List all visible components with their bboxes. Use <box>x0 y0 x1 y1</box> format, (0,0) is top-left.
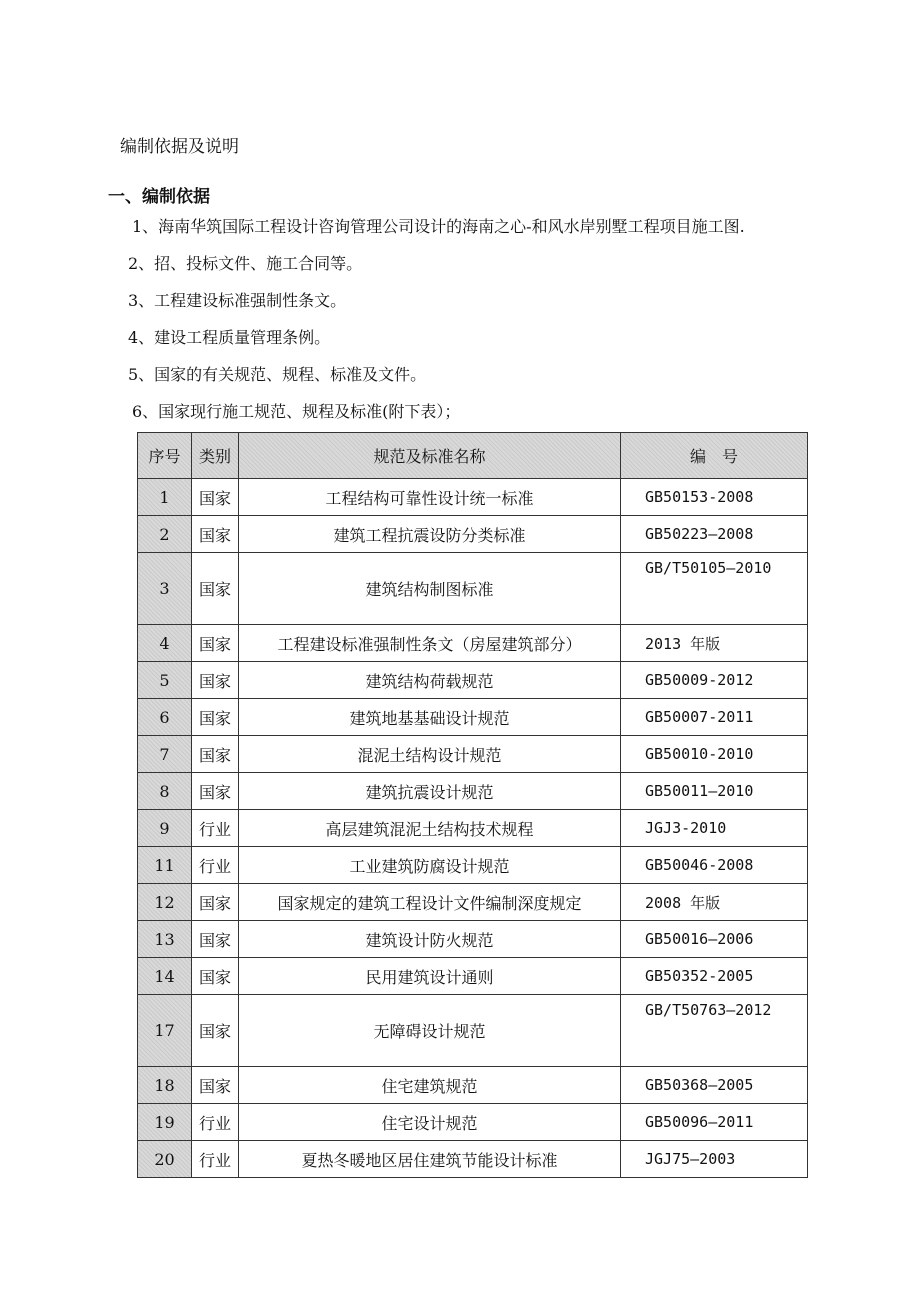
row-code: 2013 年版 <box>621 625 808 662</box>
table-row <box>138 995 808 1067</box>
table-header-row <box>138 433 808 479</box>
table-row <box>138 1104 808 1141</box>
row-code: GB50009-2012 <box>621 662 808 699</box>
row-name: 国家规定的建筑工程设计文件编制深度规定 <box>239 884 621 921</box>
row-name: 建筑结构制图标准 <box>239 553 621 625</box>
row-category: 行业 <box>192 847 239 884</box>
row-no: 13 <box>138 921 192 958</box>
row-name: 民用建筑设计通则 <box>239 958 621 995</box>
row-code-text: GB/T50763—2012 <box>645 1001 772 1019</box>
row-category: 行业 <box>192 1104 239 1141</box>
row-category: 国家 <box>192 553 239 625</box>
basis-item: 3、工程建设标准强制性条文。 <box>128 291 347 310</box>
row-no: 2 <box>138 516 192 553</box>
row-category: 国家 <box>192 699 239 736</box>
table-row <box>138 1067 808 1104</box>
row-code: GB50007-2011 <box>621 699 808 736</box>
row-category: 国家 <box>192 736 239 773</box>
table-row <box>138 516 808 553</box>
document-title: 编制依据及说明 <box>120 137 239 157</box>
table-row <box>138 1141 808 1178</box>
basis-item: 5、国家的有关规范、规程、标准及文件。 <box>128 365 427 384</box>
row-no: 17 <box>138 995 192 1067</box>
row-name: 夏热冬暖地区居住建筑节能设计标准 <box>239 1141 621 1178</box>
table-row <box>138 662 808 699</box>
row-no: 20 <box>138 1141 192 1178</box>
row-no: 8 <box>138 773 192 810</box>
row-code <box>621 995 808 1067</box>
row-code: JGJ75—2003 <box>621 1141 808 1178</box>
basis-item: 4、建设工程质量管理条例。 <box>128 328 331 347</box>
table-row <box>138 921 808 958</box>
row-no: 14 <box>138 958 192 995</box>
row-no: 6 <box>138 699 192 736</box>
row-category: 国家 <box>192 662 239 699</box>
row-code: GB50352-2005 <box>621 958 808 995</box>
row-code: GB50096—2011 <box>621 1104 808 1141</box>
standards-table <box>137 432 808 1178</box>
row-code <box>621 553 808 625</box>
row-name: 住宅设计规范 <box>239 1104 621 1141</box>
row-category: 国家 <box>192 958 239 995</box>
row-no: 9 <box>138 810 192 847</box>
row-no: 18 <box>138 1067 192 1104</box>
row-name: 建筑地基基础设计规范 <box>239 699 621 736</box>
row-no: 4 <box>138 625 192 662</box>
table-row <box>138 699 808 736</box>
row-category: 行业 <box>192 810 239 847</box>
row-code: GB50153-2008 <box>621 479 808 516</box>
section-heading: 一、编制依据 <box>108 187 210 207</box>
row-name: 建筑工程抗震设防分类标准 <box>239 516 621 553</box>
row-no: 1 <box>138 479 192 516</box>
table-row <box>138 625 808 662</box>
row-name: 工业建筑防腐设计规范 <box>239 847 621 884</box>
row-category: 行业 <box>192 1141 239 1178</box>
row-category: 国家 <box>192 516 239 553</box>
table-row <box>138 479 808 516</box>
row-name: 建筑抗震设计规范 <box>239 773 621 810</box>
row-no: 12 <box>138 884 192 921</box>
row-name: 建筑设计防火规范 <box>239 921 621 958</box>
basis-item: 6、国家现行施工规范、规程及标准(附下表）； <box>132 402 461 421</box>
table-row <box>138 847 808 884</box>
row-no: 7 <box>138 736 192 773</box>
row-name: 无障碍设计规范 <box>239 995 621 1067</box>
row-code: JGJ3-2010 <box>621 810 808 847</box>
row-category: 国家 <box>192 773 239 810</box>
row-category: 国家 <box>192 1067 239 1104</box>
table-row <box>138 773 808 810</box>
row-name: 混泥土结构设计规范 <box>239 736 621 773</box>
row-code: GB50368—2005 <box>621 1067 808 1104</box>
header-name: 规范及标准名称 <box>239 433 621 479</box>
row-name: 住宅建筑规范 <box>239 1067 621 1104</box>
header-category: 类别 <box>192 433 239 479</box>
header-code: 编 号 <box>621 433 808 479</box>
row-category: 国家 <box>192 884 239 921</box>
header-no: 序号 <box>138 433 192 479</box>
row-code: GB50011—2010 <box>621 773 808 810</box>
table-row <box>138 810 808 847</box>
row-name: 建筑结构荷载规范 <box>239 662 621 699</box>
row-code: GB50223—2008 <box>621 516 808 553</box>
row-code-text: GB/T50105—2010 <box>645 559 772 577</box>
row-category: 国家 <box>192 995 239 1067</box>
row-category: 国家 <box>192 479 239 516</box>
row-name: 工程结构可靠性设计统一标准 <box>239 479 621 516</box>
table-body <box>138 479 808 1178</box>
basis-list <box>120 216 745 438</box>
row-no: 3 <box>138 553 192 625</box>
basis-item: 2、招、投标文件、施工合同等。 <box>128 254 363 273</box>
row-no: 11 <box>138 847 192 884</box>
row-no: 5 <box>138 662 192 699</box>
row-code: GB50010-2010 <box>621 736 808 773</box>
row-category: 国家 <box>192 921 239 958</box>
table-row <box>138 553 808 625</box>
row-code: 2008 年版 <box>621 884 808 921</box>
row-code: GB50016—2006 <box>621 921 808 958</box>
table-row <box>138 958 808 995</box>
basis-item: 1、海南华筑国际工程设计咨询管理公司设计的海南之心-和风水岸别墅工程项目施工图. <box>132 217 745 236</box>
row-name: 工程建设标准强制性条文（房屋建筑部分） <box>239 625 621 662</box>
row-code: GB50046-2008 <box>621 847 808 884</box>
row-name: 高层建筑混泥土结构技术规程 <box>239 810 621 847</box>
row-no: 19 <box>138 1104 192 1141</box>
table-row <box>138 736 808 773</box>
row-category: 国家 <box>192 625 239 662</box>
table-row <box>138 884 808 921</box>
